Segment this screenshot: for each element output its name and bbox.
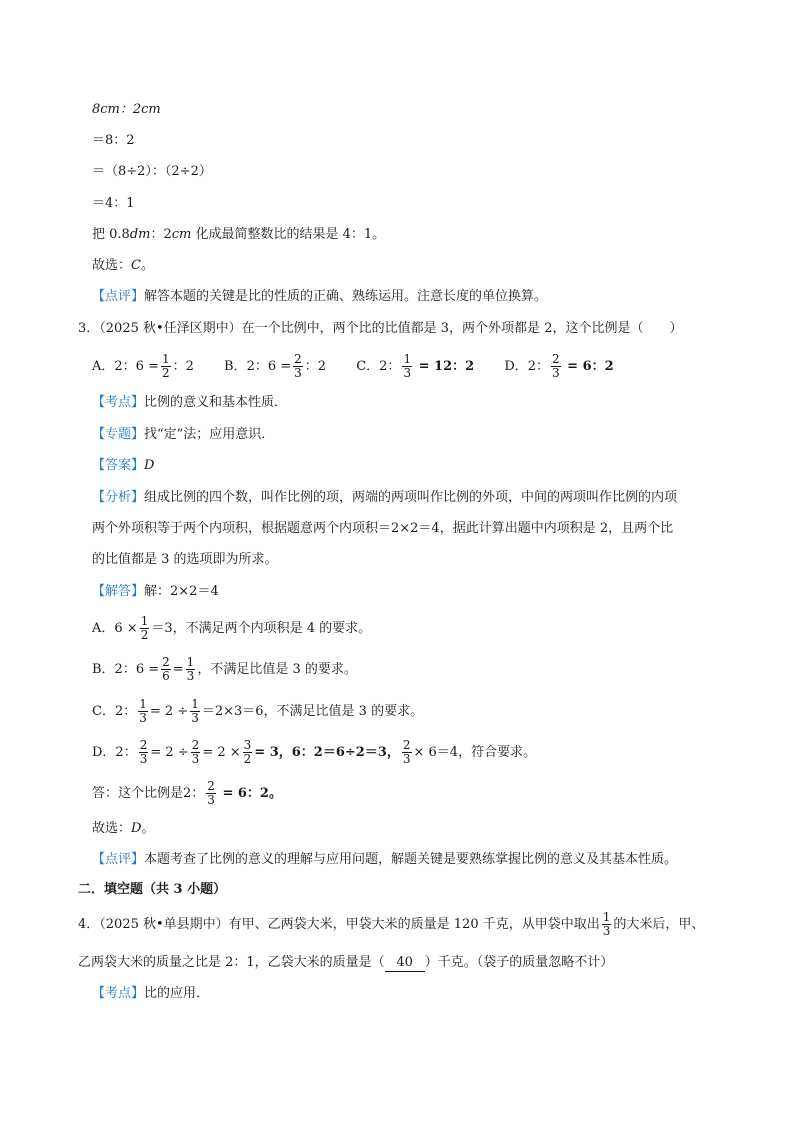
option-a: A．2：6 = $\frac{1}{2}$ ：2 [92,352,194,380]
zhuanti-line: 【专题】找“定”法；应用意识． [92,427,275,442]
solution-a: A．6 × $\frac{1}{2}$ ＝3，不满足两个内项积是 4 的要求。 [92,614,372,642]
solution-b: B．2：6 = $\frac{2}{6}$ = $\frac{1}{3}$ ，不满足比值是 3 的要求。 [92,655,357,683]
question-4-stem-2: 乙两袋大米的质量之比是 2：1，乙袋大米的质量是（ 40 ）千克。（袋子的质量忽略不计） [78,955,614,970]
question-3-stem: 3．（2025 秋•任泽区期中）在一个比例中，两个比的比值都是 3，两个外项都是 2，这个比例是（ ） [78,321,683,336]
calc-line-4: ＝4：1 [92,196,135,211]
calc-line-3: ＝（8÷2）：（2÷2） [92,164,212,179]
analysis-line-2: 两个外项积等于两个内项积，根据题意两个内项积＝2×2＝4，据此计算出题中内项积是 2，且两个比 [92,521,674,536]
kaodian-line-q4: 【考点】比的应用． [92,986,210,1001]
section-heading: 二．填空题（共 3 小题） [78,882,227,897]
analysis-line-3: 的比值都是 3 的选项即为所求。 [92,552,278,567]
analysis-line-1: 【分析】组成比例的四个数，叫作比例的项，两端的两项叫作比例的外项，中间的两项叫作比例的内项 [92,490,678,505]
comment-tag: 【点评】 [92,289,145,304]
choice-line: 故选：C。 [92,258,154,273]
final-answer: 答：这个比例是2： $\frac{2}{3}$ = 6：2。 [92,779,282,807]
comment-line: 【点评】解答本题的关键是比的性质的正确、熟练运用。注意长度的单位换算。 [92,289,548,304]
choice-line-q3: 故选：D。 [92,821,155,836]
solution-d: D．2： $\frac{2}{3}$ = 2 ÷ $\frac{2}{3}$ = 2 × $\frac{3}{2}$ = 3，6：2＝6÷2＝3， $\frac{2}{3}$ × 6＝4，符合要求。 [92,738,537,766]
answer-blank: 40 [385,955,425,972]
option-d: D．2： $\frac{2}{3}$ = 6：2 [504,352,614,380]
calc-line-2: ＝8：2 [92,133,135,148]
solution-line: 【解答】解：2×2＝4 [92,584,219,599]
option-b: B．2：6 = $\frac{2}{3}$ ：2 [224,352,327,380]
calc-line-1: 8cm：2cm [92,102,161,117]
question-4-stem-1: 4．（2025 秋•单县期中）有甲、乙两袋大米，甲袋大米的质量是 120 千克，从甲袋中取出 $\frac{1}{3}$ 的大米后，甲、 [78,910,705,938]
conclusion-line: 把 0.8dm：2cm 化成最简整数比的结果是 4：1。 [92,227,386,242]
option-c: C．2： $\frac{1}{3}$ = 12：2 [356,352,475,380]
comment-line-q3: 【点评】本题考查了比例的意义的理解与应用问题，解题关键是要熟练掌握比例的意义及其基本性质。 [92,852,678,867]
question-3-options [92,352,640,382]
answer-line: 【答案】D [92,458,155,473]
kaodian-line: 【考点】比例的意义和基本性质． [92,395,288,410]
solution-c: C．2： $\frac{1}{3}$ = 2 ÷ $\frac{1}{3}$ ＝2×3＝6，不满足比值是 3 的要求。 [92,697,424,725]
